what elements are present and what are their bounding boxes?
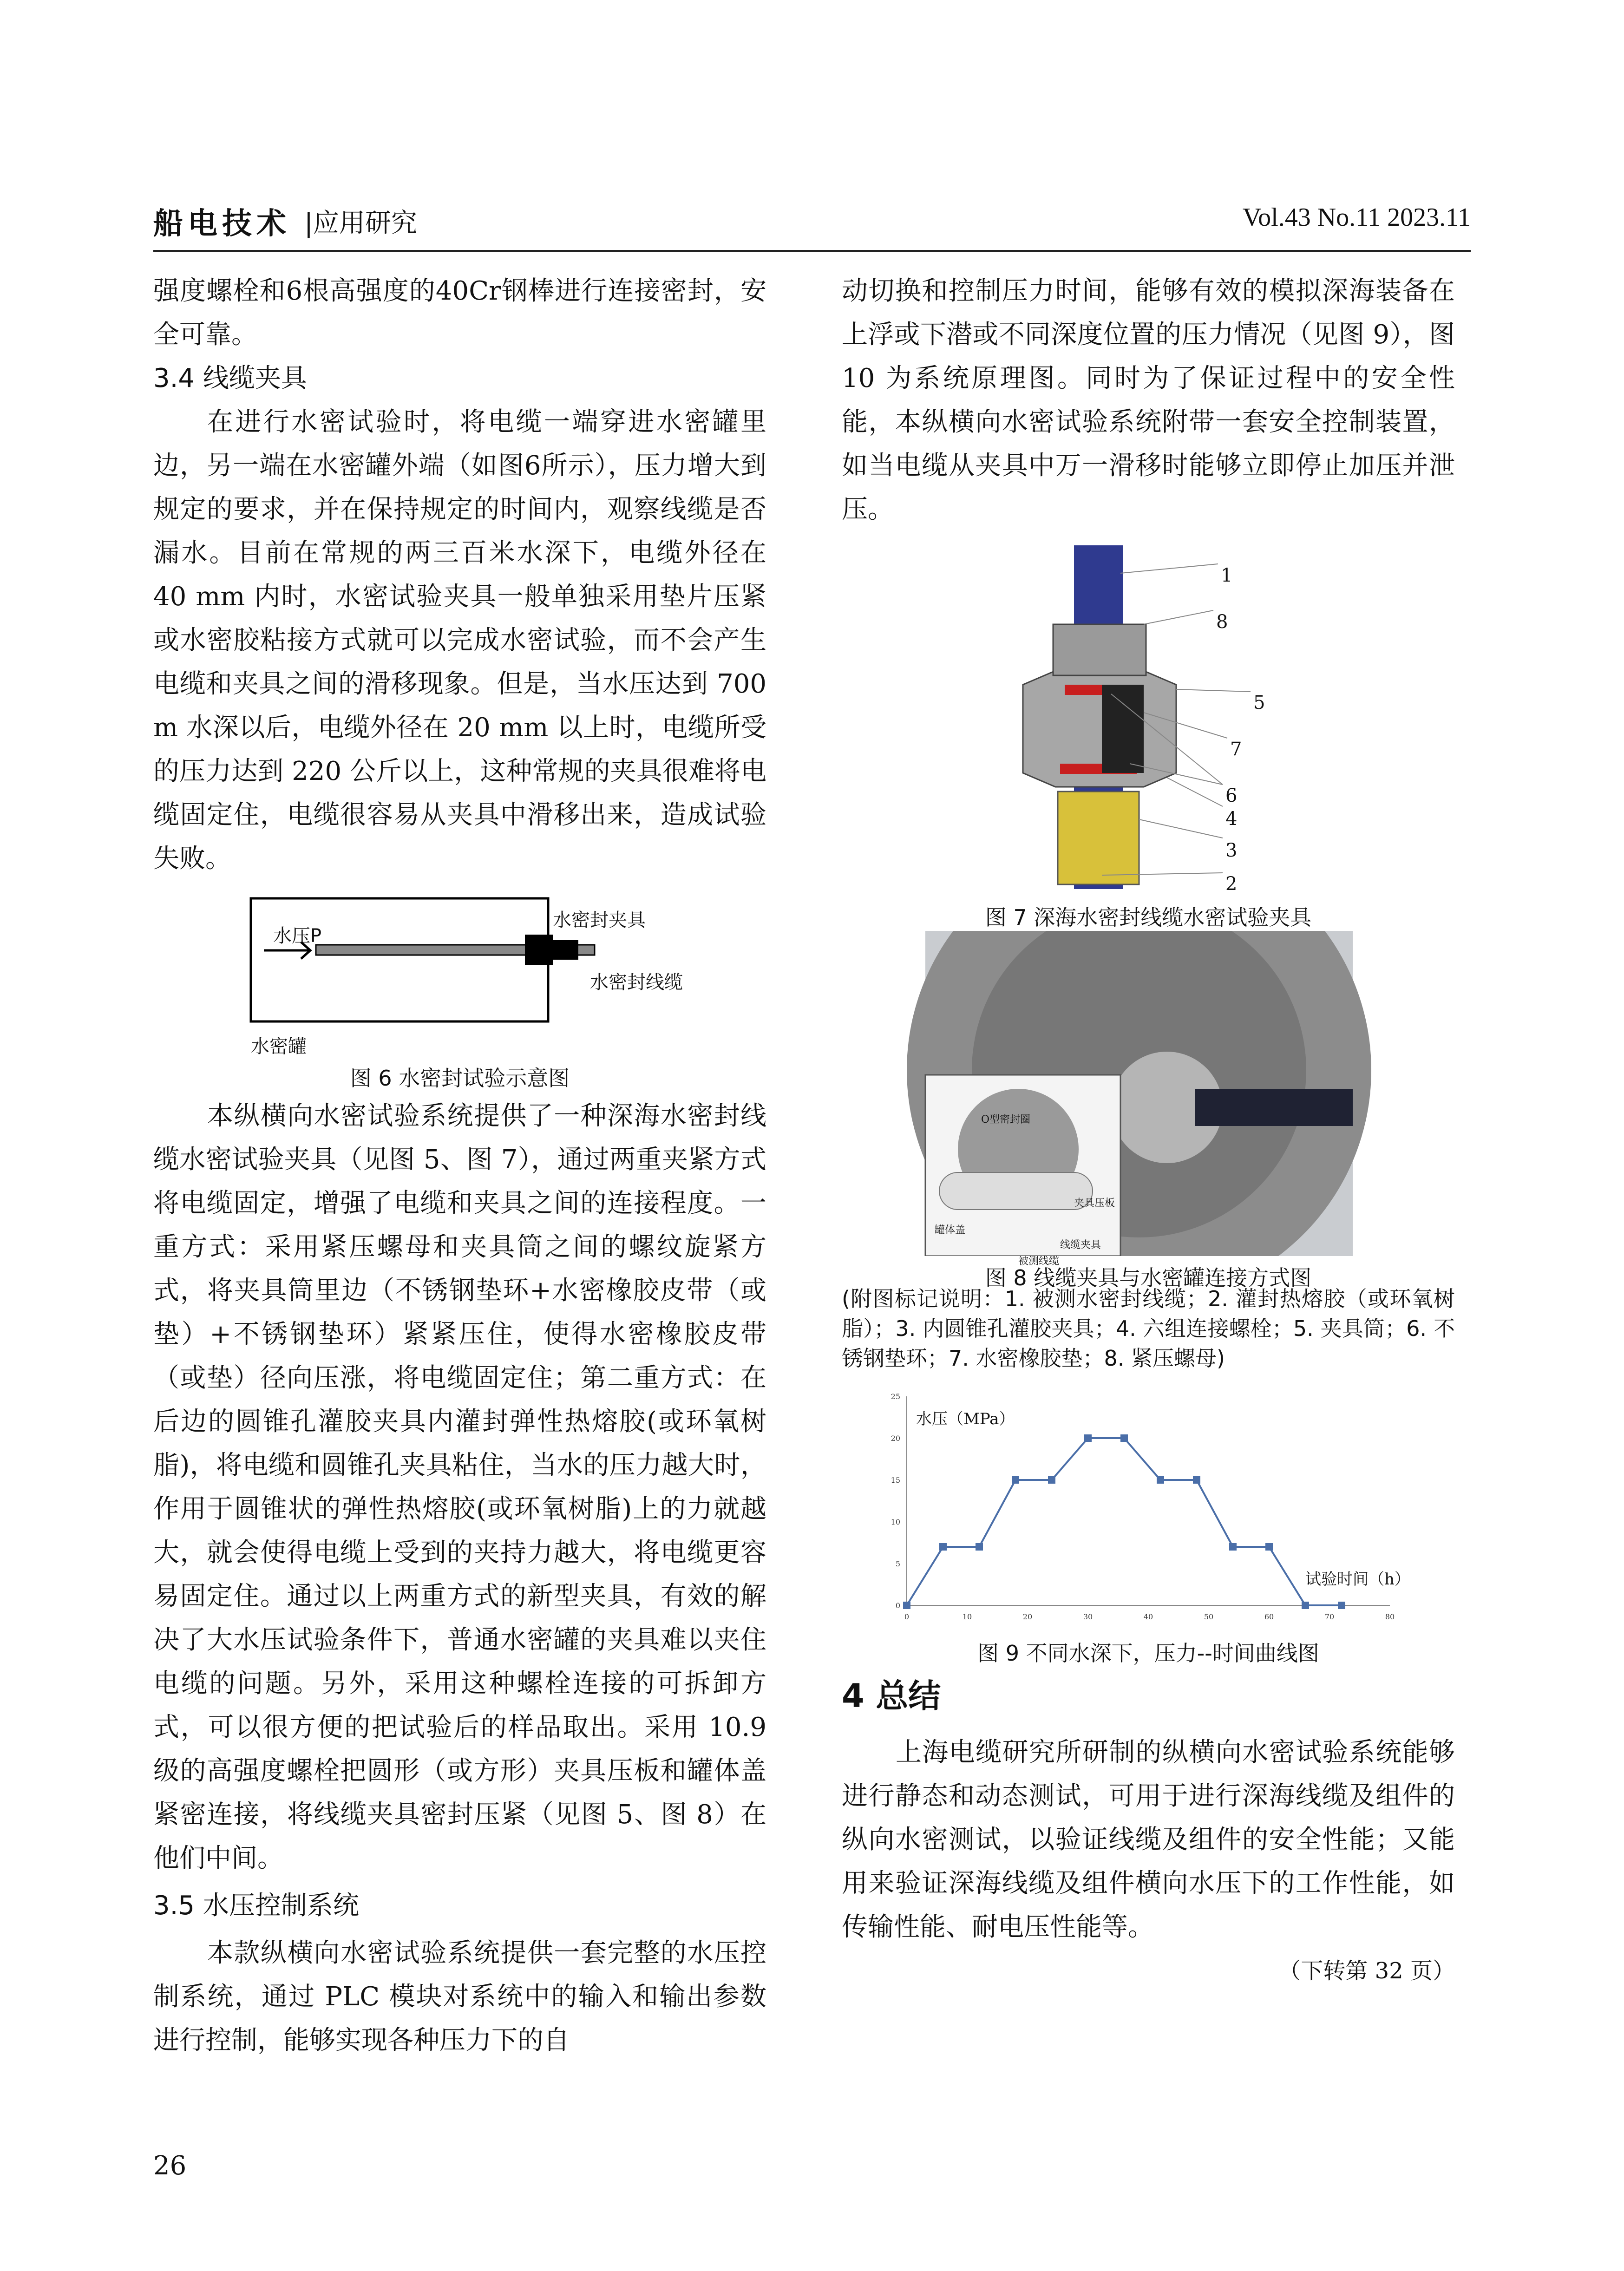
- paragraph: 在进行水密试验时，将电缆一端穿进水密罐里边，另一端在水密罐外端（如图6所示），压力增大到规定的要求，并在保持规定的时间内，观察线缆是否漏水。目前在常规的两三百米水深下，电缆外径在 40 mm 内时，水密试验夹具一般单独采用垫片压紧或水密胶粘接方式就可以完成水密试验，而不会产生电缆和夹具之间的滑移现象。但是，当水压达到 700 m 水深以后，电缆外径在 20 mm 以上时，电缆所受的压力达到 220 公斤以上，这种常规的夹具很难将电缆固定住，电缆很容易从夹具中滑移出来，造成试验失败。: [153, 407, 766, 874]
- label-cable: 水密封线缆: [590, 972, 683, 993]
- data-point: [1157, 1476, 1164, 1484]
- fig8-label-tank: 罐体盖: [935, 1224, 966, 1236]
- paragraph: 上海电缆研究所研制的纵横向水密试验系统能够进行静态和动态测试，可用于进行深海线缆及组件的纵向水密测试，以验证线缆及组件的安全性能；又能用来验证深海线缆及组件横向水压下的工作性能，如传输性能、耐电压性能等。: [842, 1737, 1455, 1942]
- figure-9-chart: [842, 1382, 1455, 1633]
- section-3-4: 3.4 线缆夹具: [153, 363, 307, 393]
- section-4: 4 总结: [842, 1677, 941, 1715]
- data-point: [1302, 1602, 1309, 1609]
- fig7-label: 2: [1225, 873, 1238, 895]
- x-tick-label: 10: [962, 1612, 972, 1621]
- figure-9: [842, 1382, 1455, 1666]
- figure-note: (附图标记说明：1. 被测水密封线缆；2. 灌封热熔胶（或环氧树脂）；3. 内圆锥孔灌胶夹具；4. 六组连接螺栓；5. 夹具筒；6. 不锈钢垫环；7. 水密橡胶垫；8. 紧压螺母): [842, 1286, 1455, 1371]
- issue-info: Vol.43 No.11 2023.11: [1242, 203, 1471, 232]
- paragraph: 本款纵横向水密试验系统提供一套完整的水压控制系统，通过 PLC 模块对系统中的输入和输出参数进行控制，能够实现各种压力下的自: [153, 1938, 766, 2055]
- label-water-p: 水压P: [273, 925, 322, 947]
- y-tick-label: 15: [891, 1476, 900, 1485]
- figure-6: [153, 890, 766, 1094]
- x-tick-label: 40: [1143, 1612, 1153, 1621]
- figure-6-caption: 图 6 水密封试验示意图: [350, 1066, 570, 1091]
- paragraph: 动切换和控制压力时间，能够有效的模拟深海装备在上浮或下潜或不同深度位置的压力情况（见图 9），图 10 为系统原理图。同时为了保证过程中的安全性能，本纵横向水密试验系统附带一套安全控制装置，如当电缆从夹具中万一滑移时能够立即停止加压并泄压。: [842, 276, 1455, 524]
- label-tank: 水密罐: [251, 1036, 307, 1057]
- data-point: [976, 1543, 983, 1551]
- journal-brand: 船电技术: [153, 206, 291, 241]
- fig7-label: 7: [1230, 739, 1242, 760]
- y-tick-label: 0: [895, 1601, 900, 1610]
- fig7-label: 4: [1225, 808, 1238, 830]
- page-number: 26: [153, 2151, 187, 2181]
- continued-note: （下转第 32 页）: [1278, 1958, 1455, 1984]
- fig7-label: 6: [1225, 785, 1238, 806]
- paragraph: 强度螺栓和6根高强度的40Cr钢棒进行连接密封，安全可靠。: [153, 276, 766, 350]
- figure-7: [842, 531, 1455, 931]
- fig7-label: 3: [1225, 840, 1238, 861]
- section-3-5: 3.5 水压控制系统: [153, 1891, 359, 1921]
- fig7-label: 8: [1216, 611, 1228, 633]
- y-axis-label: 水压（MPa）: [916, 1410, 1015, 1428]
- x-tick-label: 50: [1204, 1612, 1214, 1621]
- figure-7-diagram: [842, 531, 1455, 931]
- x-tick-label: 0: [904, 1612, 910, 1621]
- figure-7-caption: 图 7 深海水密封线缆水密试验夹具: [985, 905, 1312, 930]
- fig8-label-ring: O型密封圈: [981, 1114, 1031, 1126]
- y-tick-label: 10: [891, 1518, 900, 1526]
- data-point: [903, 1602, 910, 1609]
- data-point: [1265, 1543, 1273, 1551]
- data-point: [1012, 1476, 1019, 1484]
- y-tick-label: 25: [891, 1392, 900, 1401]
- figure-9-caption: 图 9 不同水深下，压力--时间曲线图: [977, 1641, 1319, 1666]
- journal-section: |应用研究: [304, 208, 417, 238]
- data-point: [1084, 1434, 1092, 1442]
- x-tick-label: 60: [1264, 1612, 1274, 1621]
- y-tick-label: 5: [895, 1559, 900, 1568]
- x-axis-label: 试验时间（h）: [1305, 1570, 1410, 1589]
- label-clamp: 水密封夹具: [553, 910, 646, 931]
- data-point: [1048, 1476, 1055, 1484]
- fig7-label: 5: [1253, 692, 1265, 713]
- paragraph: 本纵横向水密试验系统提供了一种深海水密封线缆水密试验夹具（见图 5、图 7），通过两重夹紧方式将电缆固定，增强了电缆和夹具之间的连接程度。一重方式：采用紧压螺母和夹具筒之间的螺纹旋紧方式，将夹具筒里边（不锈钢垫环+水密橡胶皮带（或垫）+不锈钢垫环）紧紧压住，使得水密橡胶皮带（或垫）径向压涨，将电缆固定住；第二重方式：在后边的圆锥孔灌胶夹具内灌封弹性热熔胶(或环氧树脂)，将电缆和圆锥孔夹具粘住，当水的压力越大时，作用于圆锥状的弹性热熔胶(或环氧树脂)上的力就越大，就会使得电缆上受到的夹持力越大，将电缆更容易固定住。通过以上两重方式的新型夹具，有效的解决了大水压试验条件下，普通水密罐的夹具难以夹住电缆的问题。另外，采用这种螺栓连接的可拆卸方式，可以很方便的把试验后的样品取出。采用 10.9 级的高强度螺栓把圆形（或方形）夹具压板和罐体盖紧密连接，将线缆夹具密封压紧（见图 5、图 8）在他们中间。: [153, 1101, 766, 1873]
- header-rule: [153, 250, 1471, 252]
- data-point: [939, 1543, 947, 1551]
- fig8-label-plate: 夹具压板: [1074, 1198, 1115, 1209]
- data-point: [1229, 1543, 1237, 1551]
- data-point: [1193, 1476, 1200, 1484]
- right-column: [842, 269, 1455, 1993]
- figure-8: [842, 931, 1455, 1290]
- x-tick-label: 20: [1022, 1612, 1033, 1621]
- x-tick-label: 80: [1385, 1612, 1395, 1621]
- x-tick-label: 30: [1083, 1612, 1093, 1621]
- fig8-label-cable: 被测线缆: [1018, 1256, 1060, 1267]
- series-line: [907, 1438, 1342, 1605]
- data-point: [1338, 1602, 1345, 1609]
- data-point: [1120, 1434, 1128, 1442]
- x-tick-label: 70: [1324, 1612, 1335, 1621]
- figure-8-caption: 图 8 线缆夹具与水密罐连接方式图: [985, 1265, 1312, 1290]
- y-tick-label: 20: [891, 1434, 900, 1443]
- fig8-label-clamp: 线缆夹具: [1060, 1239, 1101, 1251]
- fig7-label: 1: [1221, 565, 1233, 586]
- left-column: [153, 269, 766, 2062]
- figure-8-photo: [842, 931, 1455, 1256]
